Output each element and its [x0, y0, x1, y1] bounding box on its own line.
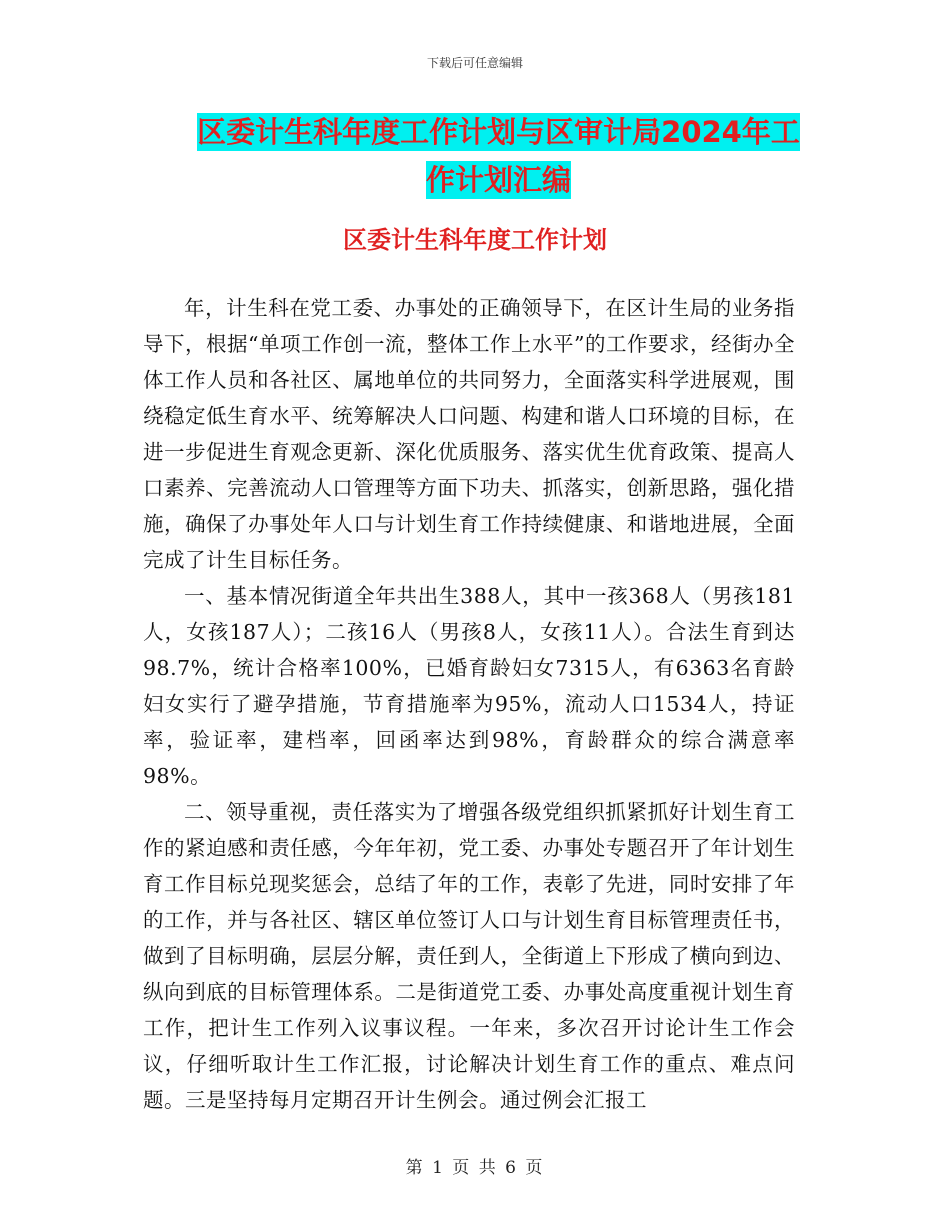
document-title: [186, 108, 811, 204]
paragraph: 一、基本情况街道全年共出生388人，其中一孩368人（男孩181人，女孩187人）；二孩16人（男孩8人，女孩11人）。合法生育到达98.7%，统计合格率100%，已婚育龄妇女7315人，有6363名育龄妇女实行了避孕措施，节育措施率为95%，流动人口1534人，持证率，验证率，建档率，回函率达到98%，育龄群众的综合满意率98%。: [143, 584, 795, 788]
page-header-note: 下载后可任意编辑: [426, 56, 523, 70]
paragraph: 年，计生科在党工委、办事处的正确领导下，在区计生局的业务指导下，根据“单项工作创一流，整体工作上水平”的工作要求，经街办全体工作人员和各社区、属地单位的共同努力，全面落实科学进展观，围绕稳定低生育水平、统筹解决人口问题、构建和谐人口环境的目标，在进一步促进生育观念更新、深化优质服务、落实优生优育政策、提高人口素养、完善流动人口管理等方面下功夫、抓落实，创新思路，强化措施，确保了办事处年人口与计划生育工作持续健康、和谐地进展，全面完成了计生目标任务。: [143, 296, 795, 572]
paragraph: 二、领导重视，责任落实为了增强各级党组织抓紧抓好计划生育工作的紧迫感和责任感，今年年初，党工委、办事处专题召开了年计划生育工作目标兑现奖惩会，总结了年的工作，表彰了先进，同时安排了年的工作，并与各社区、辖区单位签订人口与计划生育目标管理责任书，做到了目标明确，层层分解，责任到人，全街道上下形成了横向到边、纵向到底的目标管理体系。二是街道党工委、办事处高度重视计划生育工作，把计生工作列入议事议程。一年来，多次召开讨论计生工作会议，仔细听取计生工作汇报，讨论解决计划生育工作的重点、难点问题。三是坚持每月定期召开计生例会。通过例会汇报工: [143, 800, 795, 1112]
page-number: 第 1 页 共 6 页: [405, 1158, 545, 1178]
document-body: [143, 290, 795, 1118]
section-title: 区委计生科年度工作计划: [343, 226, 607, 254]
document-title-text: 区委计生科年度工作计划与区审计局2024年工作计划汇编: [197, 115, 800, 197]
